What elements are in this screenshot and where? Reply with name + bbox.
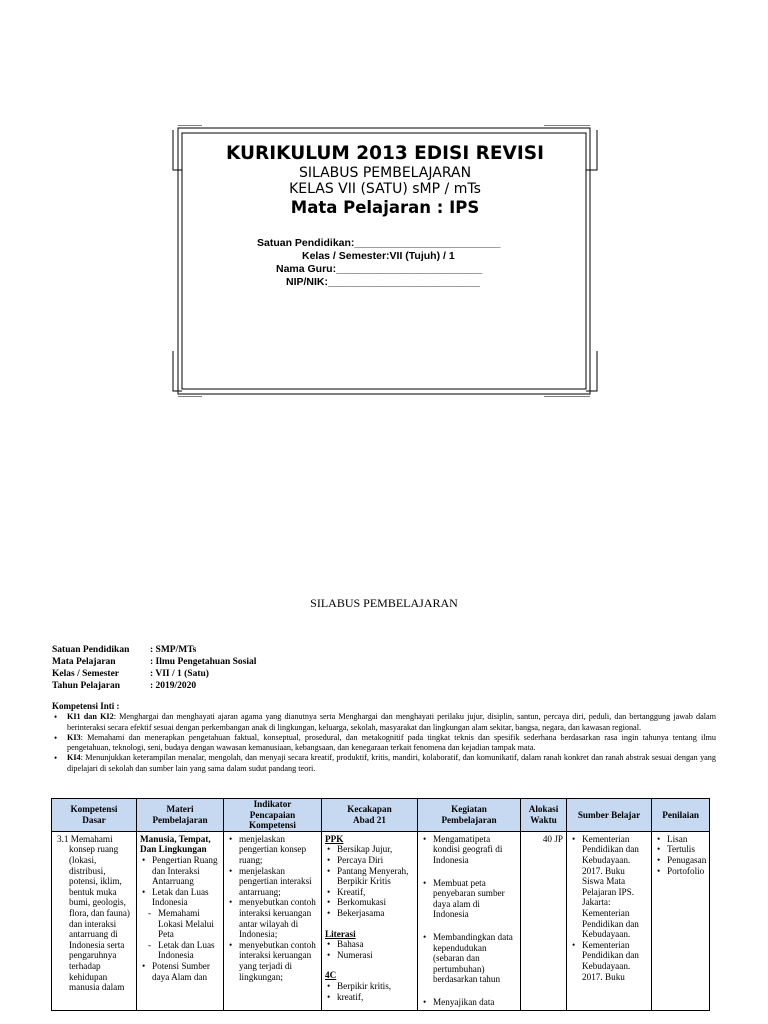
list-item: - Letak dan Luas Indonesia (140, 940, 220, 961)
list-item: • Kementerian Pendidikan dan Kebudayaan. 2017. Buku Siswa Mata Pelajaran IPS. Jakarta: Kementerian Pendidikan dan Kebudayaan. (570, 834, 648, 940)
cell-kd: 3.1 Memahami konsep ruang (lokasi, distribusi, potensi, iklim, bentuk muka bumi, geologis, flora, dan fauna) dan interaksi antarruang di Indonesia serta pengaruhnya terhadap kehidupan manusia dalam (52, 831, 137, 1010)
list-item: • Portofolio (655, 866, 706, 877)
cell-alokasi: 40 JP (521, 831, 567, 1010)
kegiatan-list (421, 834, 517, 1008)
list-item: • Membandingkan data kependudukan (sebaran dan pertumbuhan) berdasarkan tahun (421, 932, 517, 985)
sumber-list (570, 834, 648, 982)
penilaian-list (655, 834, 706, 876)
cover-title: KURIKULUM 2013 EDISI REVISI (226, 143, 544, 164)
ki-heading: Kompetensi Inti : (52, 701, 120, 711)
cell-materi: Manusia, Tempat, Dan Lingkungan • Pengertian Ruang dan Interaksi Antarruang • Letak dan Luas Indonesia - Memahami Lokasi Melalui Peta - Letak dan Luas Indonesia • Potensi Sumber daya Alam dan (137, 831, 224, 1010)
list-item: • Potensi Sumber daya Alam dan (140, 961, 220, 982)
list-item: - Memahami Lokasi Melalui Peta (140, 908, 220, 940)
table-row (52, 831, 710, 1010)
info-row: Mata Pelajaran : Ilmu Pengetahuan Sosial (52, 657, 257, 667)
list-item: • Penugasan (655, 855, 706, 866)
ppk-list (325, 844, 414, 918)
cell-sumber (567, 831, 652, 1010)
cover-subtitle: SILABUS PEMBELAJARAN (298, 165, 472, 181)
syllabus-table (51, 798, 710, 1011)
list-item: • Mengamatipeta kondisi geografi di Indonesia (421, 834, 517, 866)
list-item: • kreatif, (325, 992, 414, 1003)
header-kecakapan: Kecakapan Abad 21 (322, 799, 418, 832)
field-satuan: Satuan Pendidikan:_________________________ (257, 237, 501, 249)
cover-subject: Mata Pelajaran : IPS (290, 198, 480, 217)
list-item: • Bersikap Jujur, (325, 844, 414, 855)
field-kelas: Kelas / Semester:VII (Tujuh) / 1 (302, 250, 455, 262)
field-guru: Nama Guru:_________________________ (276, 263, 483, 275)
header-penilaian: Penilaian (652, 799, 710, 832)
4c-list (325, 981, 414, 1002)
ki-item: • KI1 dan KI2: Menghargai dan menghayati ajaran agama yang dianutnya serta Menghargai dan menghayati perilaku jujur, disiplin, santun, percaya diri, peduli, dan bertanggung jawab dalam berinteraksi secara efektif sesuai dengan perkembangan anak di lingkungan, keluarga, sekolah, masyarakat dan lingkungan alam sekitar, bangsa, negara, dan kawasan regional. (52, 712, 716, 733)
list-item: • menyebutkan contoh interaksi keruangan yang terjadi di lingkungan; (227, 940, 318, 982)
info-row: Satuan Pendidikan : SMP/MTs (52, 645, 197, 655)
list-item: • menjelaskan pengertian konsep ruang; (227, 834, 318, 866)
info-row: Kelas / Semester : VII / 1 (Satu) (52, 669, 209, 679)
header-materi: Materi Pembelajaran (137, 799, 224, 832)
list-item: • Bahasa (325, 939, 414, 950)
cell-penilaian (652, 831, 710, 1010)
list-item: • Membuat peta penyebaran sumber daya alam di Indonesia (421, 878, 517, 920)
cell-kecakapan: PPK • Bersikap Jujur, • Percaya Diri • Pantang Menyerah, Berpikir Kritis • Kreatif, • Berkomukasi • Bekerjasama Literasi • Bahasa • Numerasi 4C • Berpikir kritis, • kreatif, (322, 831, 418, 1010)
cell-kegiatan (418, 831, 521, 1010)
indikator-list (227, 834, 318, 982)
header-kd: Kompetensi Dasar (52, 799, 137, 832)
kompetensi-inti (52, 701, 716, 774)
cell-indikator (224, 831, 322, 1010)
cover-text (172, 143, 598, 218)
list-item: • Berkomukasi (325, 897, 414, 908)
list-item: • Lisan (655, 834, 706, 845)
list-item: • Letak dan Luas Indonesia (140, 887, 220, 908)
ki-item: • KI3: Memahami dan menerapkan pengetahuan faktual, konseptual, prosedural, dan metakognitif pada tingkat teknis dan spesifik sederhana berdasarkan rasa ingin tahunya tentang ilmu pengetahuan, teknologi, seni, budaya dengan wawasan kemanusiaan, kebangsaan, dan kenegaraan terkait fenomena dan kejadian tampak mata. (52, 733, 716, 754)
list-item: • Kreatif, (325, 887, 414, 898)
list-item: • Kementerian Pendidikan dan Kebudayaan. 2017. Buku (570, 940, 648, 982)
info-block (52, 644, 256, 692)
cover-box (172, 125, 598, 397)
list-item: • Bekerjasama (325, 908, 414, 919)
header-kegiatan: Kegiatan Pembelajaran (418, 799, 521, 832)
list-item: • Percaya Diri (325, 855, 414, 866)
list-item: • Tertulis (655, 844, 706, 855)
list-item: • Berpikir kritis, (325, 981, 414, 992)
header-indikator: Indikator Pencapaian Kompetensi (224, 799, 322, 832)
section-heading: SILABUS PEMBELAJARAN (310, 596, 458, 610)
field-nip: NIP/NIK:__________________________ (286, 276, 480, 288)
materi-list (140, 855, 220, 982)
table-header-row (52, 799, 710, 832)
header-alokasi: Alokasi Waktu (521, 799, 567, 832)
info-row: Tahun Pelajaran : 2019/2020 (52, 681, 197, 691)
list-item: • Numerasi (325, 950, 414, 961)
list-item: • menyebutkan contoh interaksi keruangan antar wilayah di Indonesia; (227, 897, 318, 939)
cover-class: KELAS VII (SATU) sMP / mTs (289, 181, 481, 197)
header-sumber: Sumber Belajar (567, 799, 652, 832)
list-item: • menjelaskan pengertian interaksi antarruang; (227, 866, 318, 898)
ki-item: • KI4: Menunjukkan keterampilan menalar, mengolah, dan menyaji secara kreatif, produktif, kritis, mandiri, kolaboratif, dan komunikatif, dalam ranah konkret dan ranah abstrak sesuai dengan yang dipelajari di sekolah dan sumber lain yang sama dalam sudut pandang teori. (52, 753, 716, 774)
literasi-list (325, 939, 414, 960)
list-item: • Pantang Menyerah, Berpikir Kritis (325, 866, 414, 887)
list-item: • Pengertian Ruang dan Interaksi Antarruang (140, 855, 220, 887)
list-item: • Menyajikan data (421, 997, 517, 1008)
